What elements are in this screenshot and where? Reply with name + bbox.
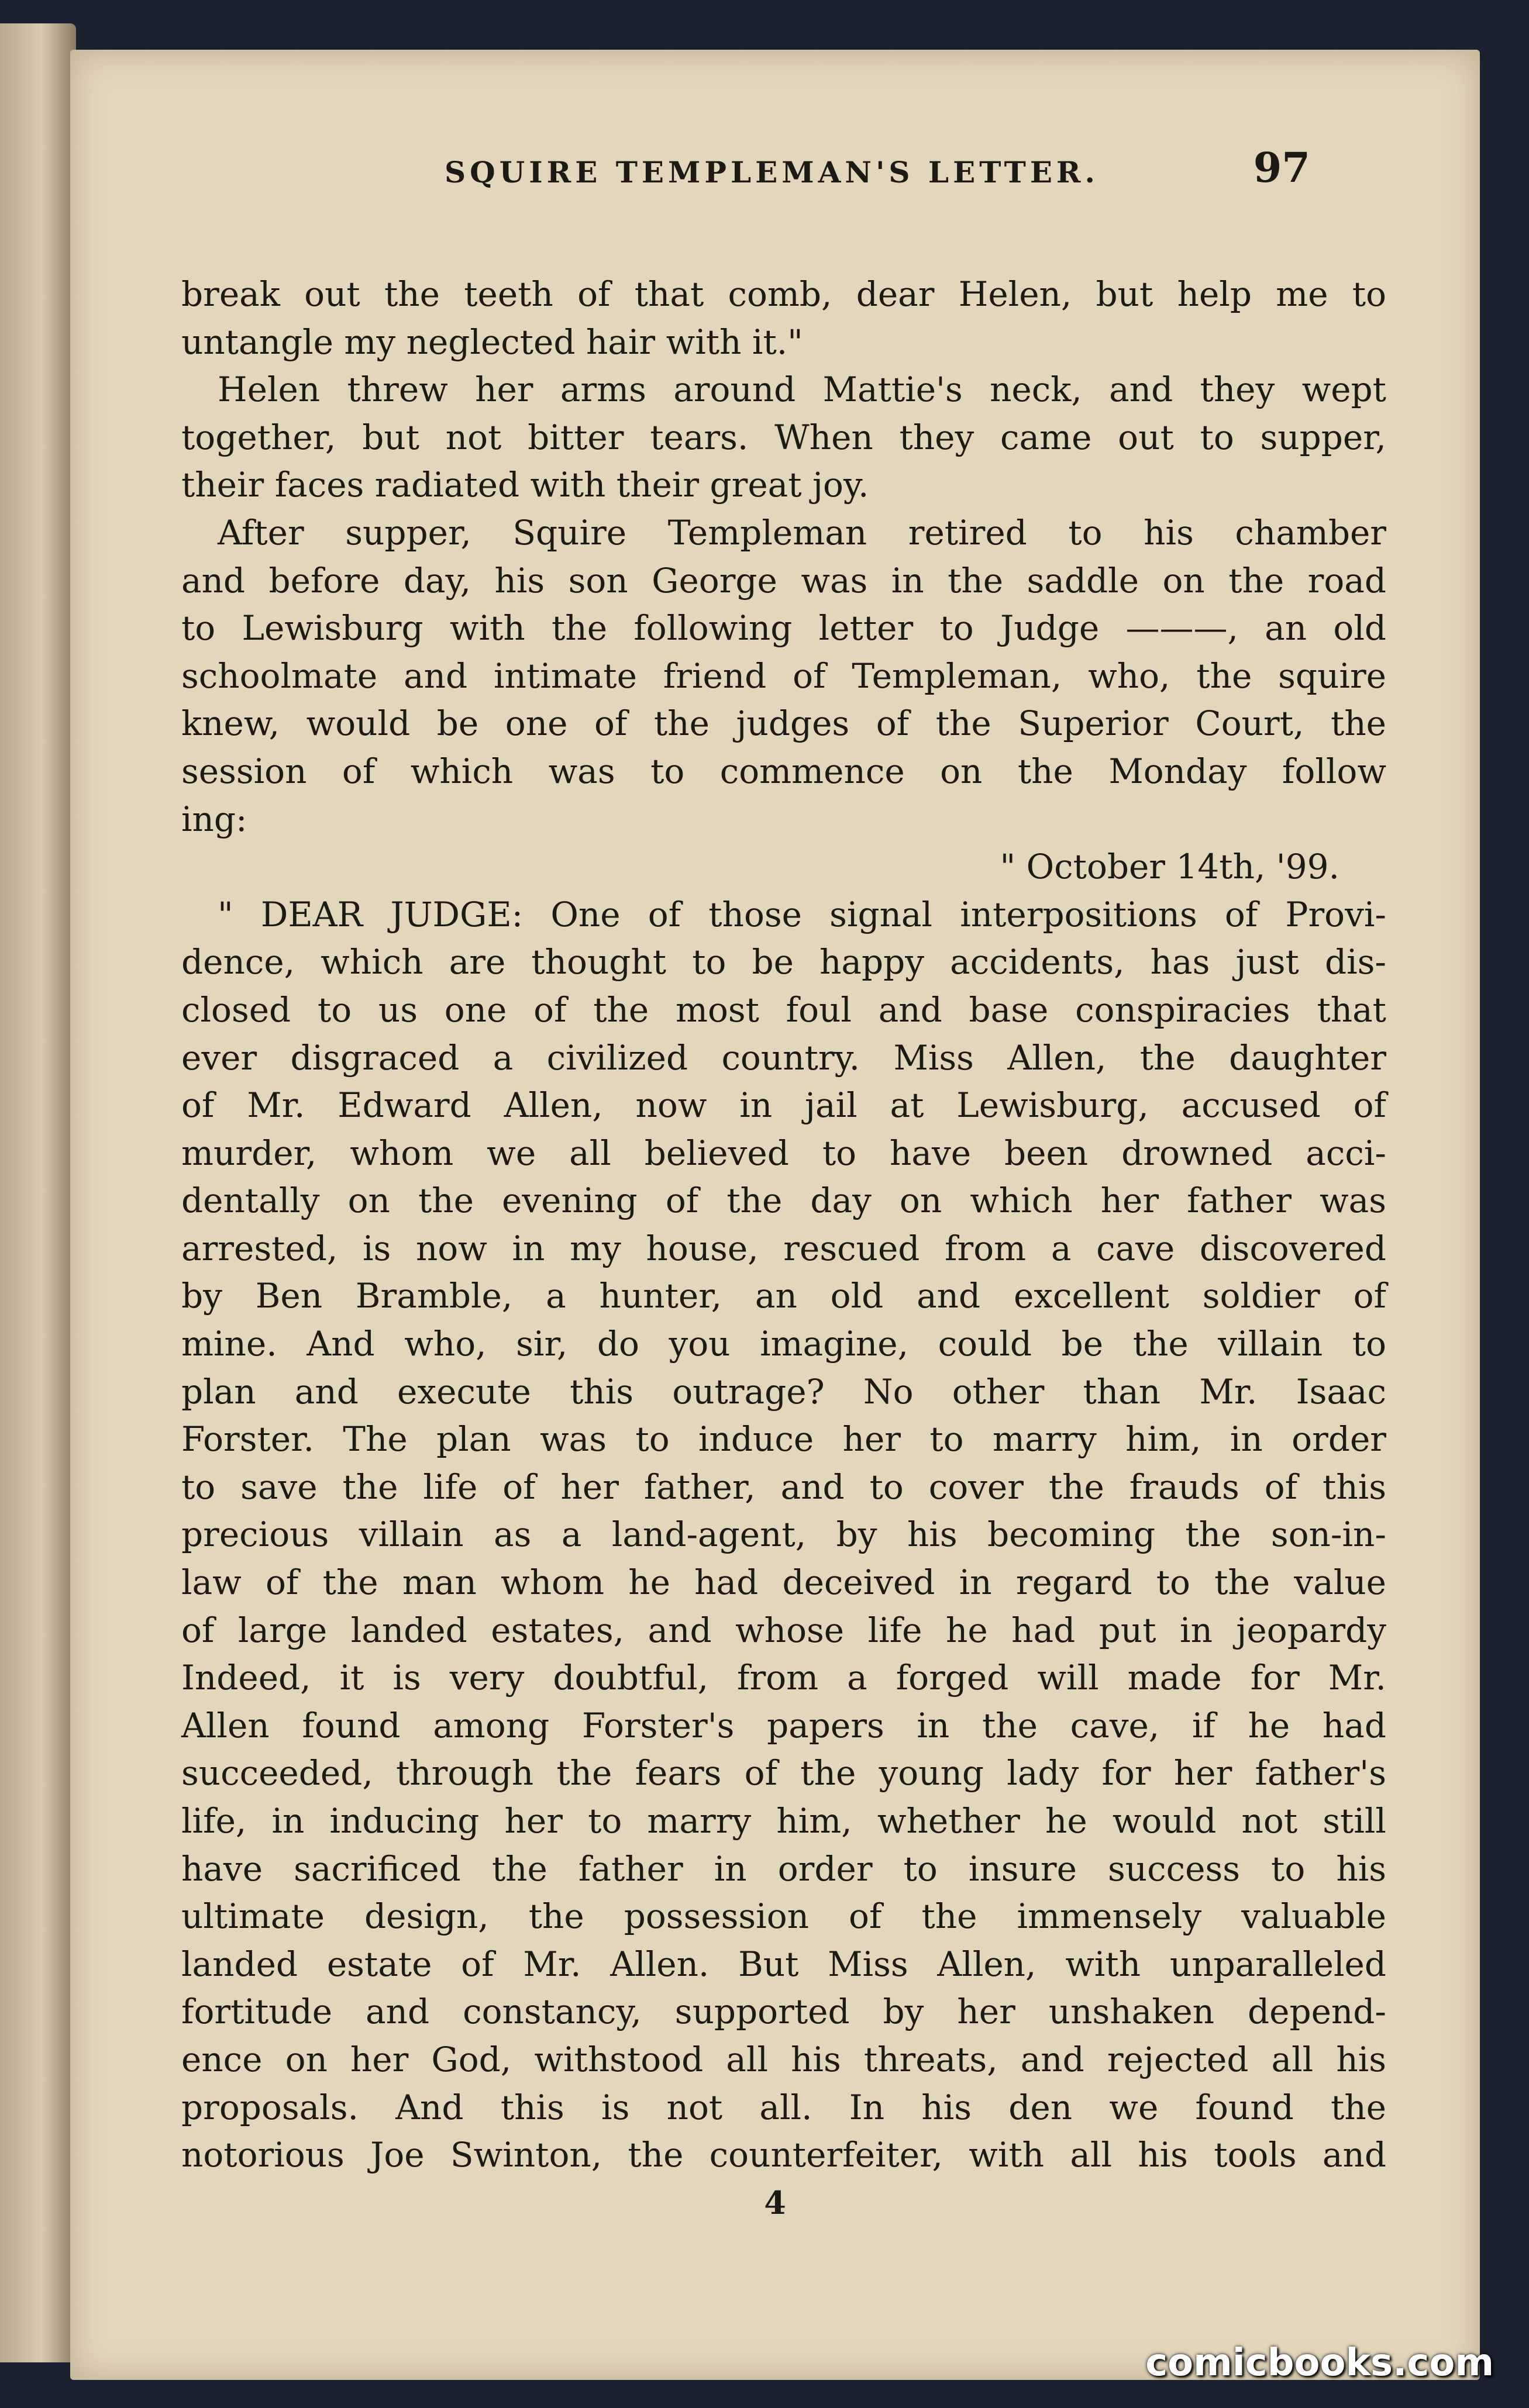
text-line: law of the man whom he had deceived in regard to the value (181, 1562, 1386, 1603)
text-line: arrested, is now in my house, rescued from a cave discovered (181, 1228, 1386, 1268)
text-line: closed to us one of the most foul and base conspiracies that (181, 989, 1386, 1030)
text-line: ence on her God, withstood all his threats, and rejected all his (181, 2039, 1386, 2079)
book-page (70, 50, 1480, 2380)
running-head (70, 137, 1480, 202)
text-line: dence, which are thought to be happy accidents, has just dis- (181, 942, 1386, 982)
text-line: together, but not bitter tears. When they came out to supper, (181, 417, 1386, 457)
text-line: ultimate design, the possession of the immensely valuable (181, 1896, 1386, 1937)
text-line: knew, would be one of the judges of the Superior Court, the (181, 703, 1386, 744)
text-line: Forster. The plan was to induce her to marry him, in order (181, 1419, 1386, 1460)
text-line: to Lewisburg with the following letter to Judge ———, an old (181, 608, 1386, 648)
text-line: plan and execute this outrage? No other than Mr. Isaac (181, 1371, 1386, 1412)
page-number: 97 (1253, 143, 1310, 192)
text-line: murder, whom we all believed to have been drowned acci- (181, 1133, 1386, 1173)
text-line: fortitude and constancy, supported by her unshaken depend- (181, 1992, 1386, 2032)
site-watermark: comicbooks.com (1145, 2341, 1494, 2385)
text-line: break out the teeth of that comb, dear Helen, but help me to (181, 274, 1386, 314)
text-line: and before day, his son George was in the saddle on the road (181, 560, 1386, 601)
text-line: mine. And who, sir, do you imagine, could be the villain to (181, 1324, 1386, 1364)
text-line: After supper, Squire Templeman retired to his chamber (218, 512, 1386, 553)
text-line: of large landed estates, and whose life he had put in jeopardy (181, 1610, 1386, 1650)
letter-date: " October 14th, '99. (1000, 847, 1339, 887)
text-line: notorious Joe Swinton, the counterfeiter, with all his tools and (181, 2135, 1386, 2175)
text-line: ever disgraced a civilized country. Miss Allen, the daughter (181, 1037, 1386, 1078)
text-line: " DEAR JUDGE: One of those signal interpositions of Provi- (218, 894, 1386, 934)
text-line: landed estate of Mr. Allen. But Miss Allen, with unparalleled (181, 1944, 1386, 1984)
text-line: precious villain as a land-agent, by his becoming the son-in- (181, 1515, 1386, 1555)
body-text (181, 271, 1386, 2179)
text-line: dentally on the evening of the day on which her father was (181, 1181, 1386, 1221)
text-line: have sacrificed the father in order to insure success to his (181, 1848, 1386, 1889)
text-line: by Ben Bramble, a hunter, an old and excellent soldier of (181, 1276, 1386, 1316)
text-line: life, in inducing her to marry him, whether he would not still (181, 1801, 1386, 1841)
text-line: Indeed, it is very doubtful, from a forged will made for Mr. (181, 1658, 1386, 1698)
book-gutter (0, 23, 76, 2362)
text-line: succeeded, through the fears of the young lady for her father's (181, 1753, 1386, 1793)
text-line: schoolmate and intimate friend of Templeman, who, the squire (181, 656, 1386, 696)
text-line: ing: (181, 799, 247, 839)
running-head-title: SQUIRE TEMPLEMAN'S LETTER. (445, 155, 1099, 189)
text-line: their faces radiated with their great joy. (181, 465, 869, 505)
text-line: of Mr. Edward Allen, now in jail at Lewisburg, accused of (181, 1085, 1386, 1126)
text-line: to save the life of her father, and to cover the frauds of this (181, 1467, 1386, 1507)
signature-folio: 4 (764, 2184, 786, 2221)
text-line: session of which was to commence on the Monday follow (181, 751, 1386, 791)
text-line: Helen threw her arms around Mattie's neck, and they wept (218, 370, 1386, 410)
text-line: Allen found among Forster's papers in the cave, if he had (181, 1705, 1386, 1745)
text-line: proposals. And this is not all. In his den we found the (181, 2087, 1386, 2127)
text-line: untangle my neglected hair with it." (181, 322, 803, 362)
